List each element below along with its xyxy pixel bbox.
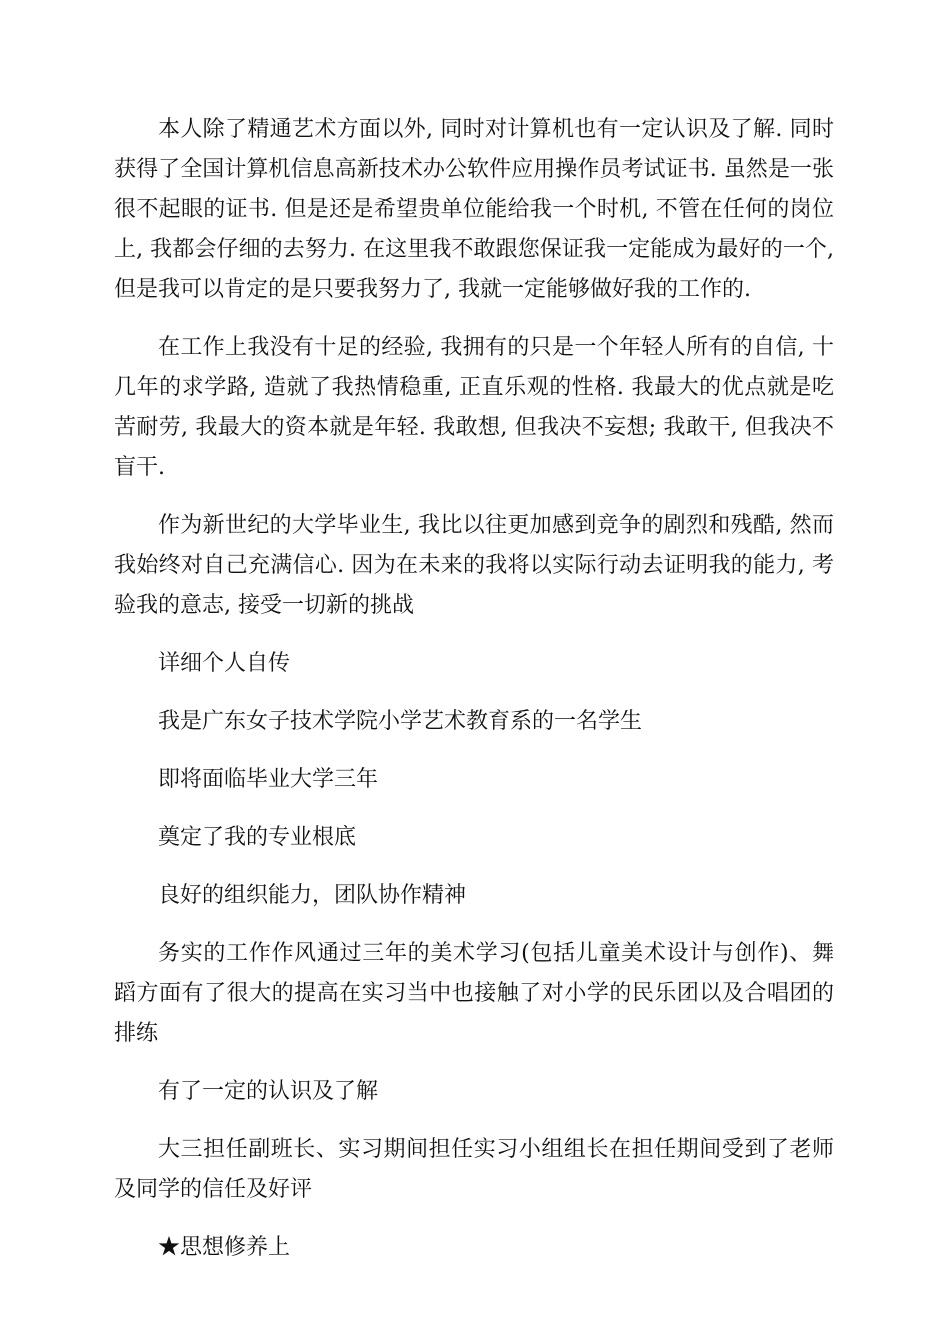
paragraph-understanding: 有了一定的认识及了解	[158, 1079, 379, 1104]
paragraph-work-attitude: 在工作上我没有十足的经验, 我拥有的只是一个年轻人所有的自信, 十几年的求学路, 造就了我热情稳重, 正直乐观的性格. 我最大的优点就是吃苦耐劳, 我最大的资本就是年轻. 我敢想, 但我决不妄想; 我敢干, 但我决不盲干.	[114, 335, 834, 480]
paragraph-foundation: 奠定了我的专业根底	[158, 825, 357, 850]
paragraph-teamwork: 良好的组织能力，团队协作精神	[158, 883, 467, 908]
section-heading-autobiography: 详细个人自传	[158, 651, 291, 676]
paragraph-arts-study: 务实的工作作风通过三年的美术学习(包括儿童美术设计与创作)、舞蹈方面有了很大的提高在实习当中也接触了对小学的民乐团以及合唱团的排练	[114, 941, 834, 1046]
paragraph-computer-skills: 本人除了精通艺术方面以外, 同时对计算机也有一定认识及了解. 同时获得了全国计算机信息高新技术办公软件应用操作员考试证书. 虽然是一张很不起眼的证书. 但是还是希望贵单位能给我一个时机, 不管在任何的岗位上, 我都会仔细的去努力. 在这里我不敢跟您保证我一定能成为最好的一个, 但是我可以肯定的是只要我努力了, 我就一定能够做好我的工作的.	[114, 117, 834, 302]
paragraph-leadership: 大三担任副班长、实习期间担任实习小组组长在担任期间受到了老师及同学的信任及好评	[114, 1137, 834, 1202]
paragraph-student-intro: 我是广东女子技术学院小学艺术教育系的一名学生	[158, 709, 643, 734]
document-body	[114, 110, 834, 1286]
section-heading-ideology: ★思想修养上	[158, 1235, 291, 1260]
paragraph-graduate-confidence: 作为新世纪的大学毕业生, 我比以往更加感到竞争的剧烈和残酷, 然而我始终对自己充满信心. 因为在未来的我将以实际行动去证明我的能力, 考验我的意志, 接受一切新的挑战	[114, 513, 834, 618]
paragraph-graduation: 即将面临毕业大学三年	[158, 767, 379, 792]
